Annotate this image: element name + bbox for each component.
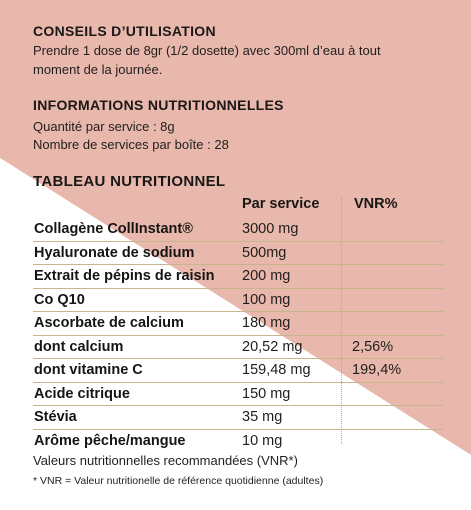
table-row (33, 383, 443, 407)
conseils-line-2: moment de la journée. (33, 62, 163, 77)
nutrient-quantity: 100 mg (242, 291, 291, 308)
nutrient-vnr: 2,56% (352, 338, 394, 355)
nutrient-quantity: 35 mg (242, 409, 283, 425)
footnote-vnr-definition: * VNR = Valeur nutritionelle de référence quotidienne (adultes) (33, 475, 324, 487)
nutrient-quantity: 200 mg (242, 268, 291, 284)
nutrient-quantity: 10 mg (242, 432, 283, 449)
table-row (33, 312, 443, 336)
nutrient-quantity: 159,48 mg (242, 362, 311, 378)
table-row (33, 289, 443, 313)
infos-title: INFORMATIONS NUTRITIONNELLES (33, 97, 284, 113)
nutrient-quantity: 180 mg (242, 315, 291, 331)
table-row (33, 265, 443, 289)
nutrient-quantity: 150 mg (242, 385, 291, 402)
footnote-vnr-title: Valeurs nutritionnelles recommandées (VNR*) (33, 453, 298, 468)
nutrient-name: Arôme pêche/mangue (34, 432, 186, 449)
nutrient-name: dont vitamine C (34, 362, 143, 378)
infos-services: Nombre de services par boîte : 28 (33, 137, 229, 152)
table-row (33, 430, 443, 453)
nutrient-quantity: 20,52 mg (242, 338, 303, 355)
nutrient-quantity: 3000 mg (242, 221, 299, 237)
nutrient-name: Ascorbate de calcium (34, 315, 184, 331)
nutrient-name: Acide citrique (34, 385, 130, 402)
nutrient-vnr: 199,4% (352, 362, 402, 378)
table-row (33, 359, 443, 383)
column-header-par-service: Par service (242, 196, 320, 212)
conseils-line-1: Prendre 1 dose de 8gr (1/2 dosette) avec 300ml d’eau à tout (33, 43, 381, 58)
tableau-title: TABLEAU NUTRITIONNEL (33, 173, 226, 190)
table-row (33, 336, 443, 360)
nutrient-name: Extrait de pépins de raisin (34, 268, 215, 284)
nutrient-name: Collagène CollInstant® (34, 221, 193, 237)
nutrient-name: dont calcium (34, 338, 124, 355)
nutrient-name: Stévia (34, 409, 77, 425)
column-header-vnr: VNR% (354, 196, 398, 212)
table-row (33, 218, 443, 242)
table-row (33, 242, 443, 266)
nutrient-name: Co Q10 (34, 291, 85, 308)
table-row (33, 406, 443, 430)
infos-quantite: Quantité par service : 8g (33, 119, 175, 134)
nutrient-quantity: 500mg (242, 244, 287, 261)
nutrient-name: Hyaluronate de sodium (34, 244, 195, 261)
conseils-title: CONSEILS D’UTILISATION (33, 23, 216, 39)
nutrition-table (33, 218, 443, 452)
